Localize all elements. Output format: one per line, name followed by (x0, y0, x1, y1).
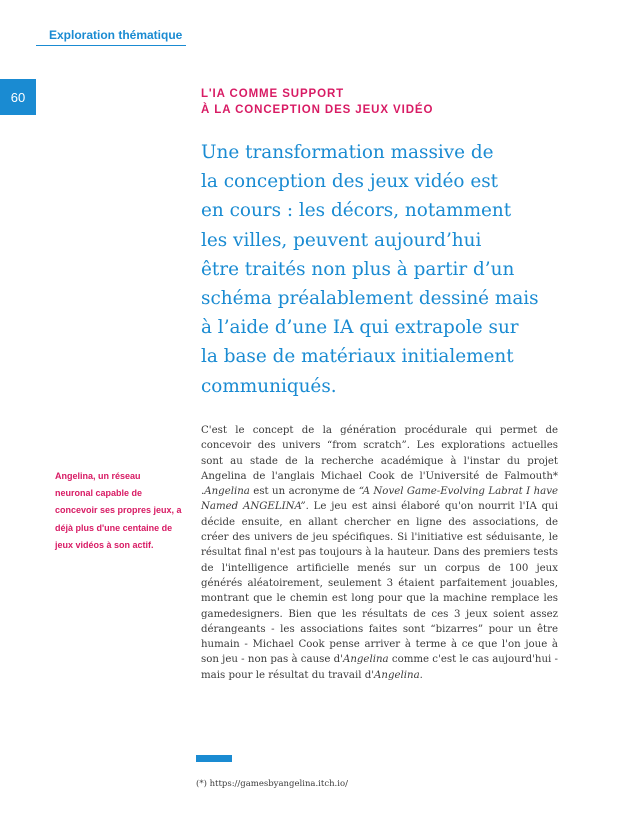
footnote-link[interactable]: (*) https://gamesbyangelina.itch.io/ (196, 779, 348, 789)
body-text-run: C'est le concept de la génération procédurale qui permet de concevoir des univers “from scratch”. Les explorations actuelles sont au stade de la recherche académique à l'instar du projet Angelina de l'anglais Michael Cook de l'Université de Falmouth* . (201, 425, 558, 498)
sidenote-line: concevoir ses propres jeux, a (55, 505, 182, 516)
sidenote-line: Angelina, un réseau (55, 471, 141, 481)
lead-line: Une transformation massive de (201, 142, 494, 163)
body-text-run: . Le jeu est ainsi élaboré qu'on nourrit l'IA qui décide ensuite, en allant chercher en ligne des associations, de créer des univers de jeu spécifiques. Si l'initiative est séduisante, le résultat final n'est pas toujours à la hauteur. Dans des premiers tests de l'intelligence artificielle menés sur un corpus de 100 jeux générés aléatoirement, seulement 3 étaient parfaitement jouables, montrant que le chemin est long pour que la machine remplace les gamedesigners. Bien que les résultats de ces 3 jeux soient assez dérangeants - les associations faites sont “bizarres” pour un être humain - Michael Cook pense arriver à terme à ce que l'on joue à son jeu - non pas à cause d' (201, 501, 559, 666)
header-rule (36, 45, 186, 46)
lead-line: schéma préalablement dessiné mais (201, 288, 539, 310)
section-label: Exploration thématique (49, 28, 183, 42)
lead-line: communiqués. (201, 375, 337, 397)
page-number: 60 (0, 79, 36, 115)
article-kicker (201, 86, 433, 118)
sidenote-line: déjà plus d'une centaine de (55, 522, 173, 533)
body-italic-run: “A Novel Game-Evolving Labrat I have Named ANGELINA” (201, 486, 558, 513)
lead-line: la conception des jeux vidéo est (201, 171, 499, 193)
body-text-run: comme c'est le cas aujourd'hui - mais pour le résultat du travail d' (201, 654, 558, 681)
lead-line: en cours : les décors, notamment (201, 200, 512, 222)
lead-line: la base de matériaux initialement (201, 346, 514, 368)
body-text-run: . (419, 669, 423, 681)
sidenote (55, 468, 195, 554)
body-paragraph (201, 423, 558, 683)
kicker-line: À LA CONCEPTION DES JEUX VIDÉO (201, 104, 434, 116)
lead-line: être traités non plus à partir d’un (201, 258, 515, 280)
lead-paragraph (201, 138, 601, 401)
kicker-line: L'IA COMME SUPPORT (201, 88, 345, 100)
body-text-run: est un acronyme de (249, 486, 359, 498)
lead-line: les villes, peuvent aujourd’hui (201, 229, 482, 251)
body-italic-run: Angelina (342, 654, 389, 666)
footnote-bar (196, 755, 232, 762)
body-italic-run: Angelina (204, 486, 250, 498)
lead-line: à l’aide d’une IA qui extrapole sur (201, 317, 519, 339)
sidenote-line: neuronal capable de (55, 488, 143, 499)
body-italic-run: Angelina (374, 669, 420, 681)
sidenote-line: jeux vidéos à son actif. (55, 539, 154, 550)
